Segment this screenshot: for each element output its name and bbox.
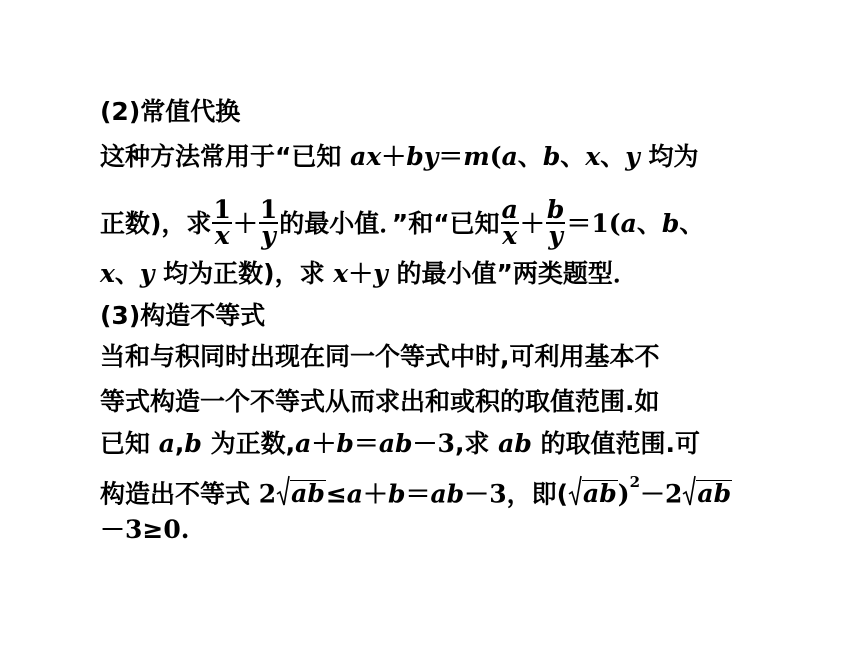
math-op: ＋ <box>362 479 388 509</box>
fraction-1-over-x <box>212 195 231 250</box>
denominator: x <box>214 221 230 250</box>
text: 构造出不等式 <box>100 479 259 509</box>
math-var: ab <box>498 429 532 458</box>
numerator: 1 <box>259 195 278 224</box>
math-op: － <box>100 515 126 544</box>
fraction-b-over-y <box>546 195 565 250</box>
paragraph-line-2 <box>100 195 705 250</box>
math-var: x <box>100 259 115 288</box>
math-var: y <box>139 259 155 288</box>
math-var: m <box>463 142 490 171</box>
math-var: ax <box>350 142 382 171</box>
paragraph-line-6 <box>100 428 700 460</box>
separator: 、 <box>679 209 705 238</box>
radical-sign-icon <box>682 474 696 508</box>
exponent: 2 <box>629 473 640 491</box>
math-op: ＋ <box>381 142 407 171</box>
separator: 、 <box>517 142 543 171</box>
math-op: ＝ <box>405 479 431 509</box>
math-op: － <box>464 479 490 509</box>
sqrt-ab <box>568 478 618 510</box>
math-op: ＝ <box>353 429 379 458</box>
heading-construct-inequality <box>100 300 265 332</box>
math-var: a <box>158 429 175 458</box>
paragraph-line-1 <box>100 141 698 173</box>
math-op: ＝ <box>438 142 464 171</box>
math-var: b <box>336 429 354 458</box>
separator: 、 <box>600 142 626 171</box>
math-var: by <box>406 142 439 171</box>
math-number: 1 <box>591 209 609 238</box>
radical-sign-icon <box>568 474 582 508</box>
math-op: － <box>640 479 666 509</box>
radicand: ab <box>291 479 325 509</box>
math-op: － <box>412 429 438 458</box>
text: 均为正数)，求 <box>154 259 334 288</box>
math-var: ab <box>378 429 413 458</box>
separator: 、 <box>560 142 586 171</box>
sqrt-ab <box>682 478 732 510</box>
heading-text: (2)常值代换 <box>100 97 241 126</box>
math-var: b <box>184 429 202 458</box>
text: ,求 <box>454 429 499 458</box>
denominator: x <box>502 221 518 250</box>
math-var: y <box>625 142 640 171</box>
numerator: b <box>546 195 565 224</box>
text: 的最小值”两类题型． <box>387 259 638 288</box>
text: 这种方法常用于“已知 <box>100 142 351 171</box>
math-op: ≤ <box>325 479 347 509</box>
math-number: 0 <box>163 515 181 544</box>
text: 均为 <box>639 142 699 171</box>
paragraph-line-4 <box>100 341 660 373</box>
paragraph-line-8 <box>100 514 190 546</box>
math-var: b <box>387 479 406 509</box>
text: 当和与积同时出现在同一个等式中时,可利用基本不 <box>100 342 660 371</box>
math-var: b <box>542 142 561 171</box>
math-op: ＝ <box>566 209 592 238</box>
text: 的最小值．”和“已知 <box>279 209 500 238</box>
separator: , <box>174 429 185 458</box>
text: 为正数, <box>201 429 296 458</box>
paragraph-line-5 <box>100 386 660 418</box>
text: 已知 <box>100 429 159 458</box>
math-op: ＋ <box>232 209 258 238</box>
math-var: y <box>373 259 388 288</box>
math-op: ＋ <box>348 259 374 288</box>
fraction-1-over-y <box>259 195 278 250</box>
heading-text: (3)构造不等式 <box>100 301 266 330</box>
fraction-a-over-x <box>501 195 519 250</box>
radicand: ab <box>697 479 732 509</box>
numerator: 1 <box>213 195 231 224</box>
math-paren: ( <box>608 209 621 238</box>
math-paren: ( <box>489 142 502 171</box>
separator: 、 <box>114 259 140 288</box>
math-op: ＋ <box>311 429 337 458</box>
math-var: b <box>661 209 680 238</box>
denominator: y <box>261 221 276 250</box>
math-number: 3 <box>437 429 455 458</box>
separator: 、 <box>636 209 662 238</box>
math-op: ＋ <box>519 209 545 238</box>
radicand: ab <box>583 479 617 509</box>
math-number: 2 <box>258 479 277 509</box>
sqrt-ab <box>276 478 326 510</box>
math-var: ab <box>430 479 465 509</box>
radical-sign-icon <box>276 474 290 508</box>
math-op: ≥ <box>142 515 164 544</box>
math-paren: ) <box>617 479 630 509</box>
paragraph-line-7 <box>100 472 732 509</box>
math-number: 3 <box>489 479 507 509</box>
math-var: x <box>585 142 601 171</box>
math-var: a <box>501 142 518 171</box>
numerator: a <box>501 195 518 224</box>
math-number: 2 <box>665 479 683 509</box>
math-var: a <box>620 209 637 238</box>
text: . <box>180 515 190 544</box>
math-var: x <box>333 259 349 288</box>
math-number: 3 <box>125 515 143 544</box>
paragraph-line-3 <box>100 258 638 290</box>
text: 等式构造一个不等式从而求出和或积的取值范围.如 <box>100 387 660 416</box>
text: ，即( <box>506 479 569 509</box>
math-var: a <box>346 479 363 509</box>
heading-constant-substitution <box>100 96 240 128</box>
text: 正数)，求 <box>100 209 212 238</box>
math-var: a <box>295 429 312 458</box>
text: 的取值范围.可 <box>531 429 701 458</box>
denominator: y <box>548 221 563 250</box>
